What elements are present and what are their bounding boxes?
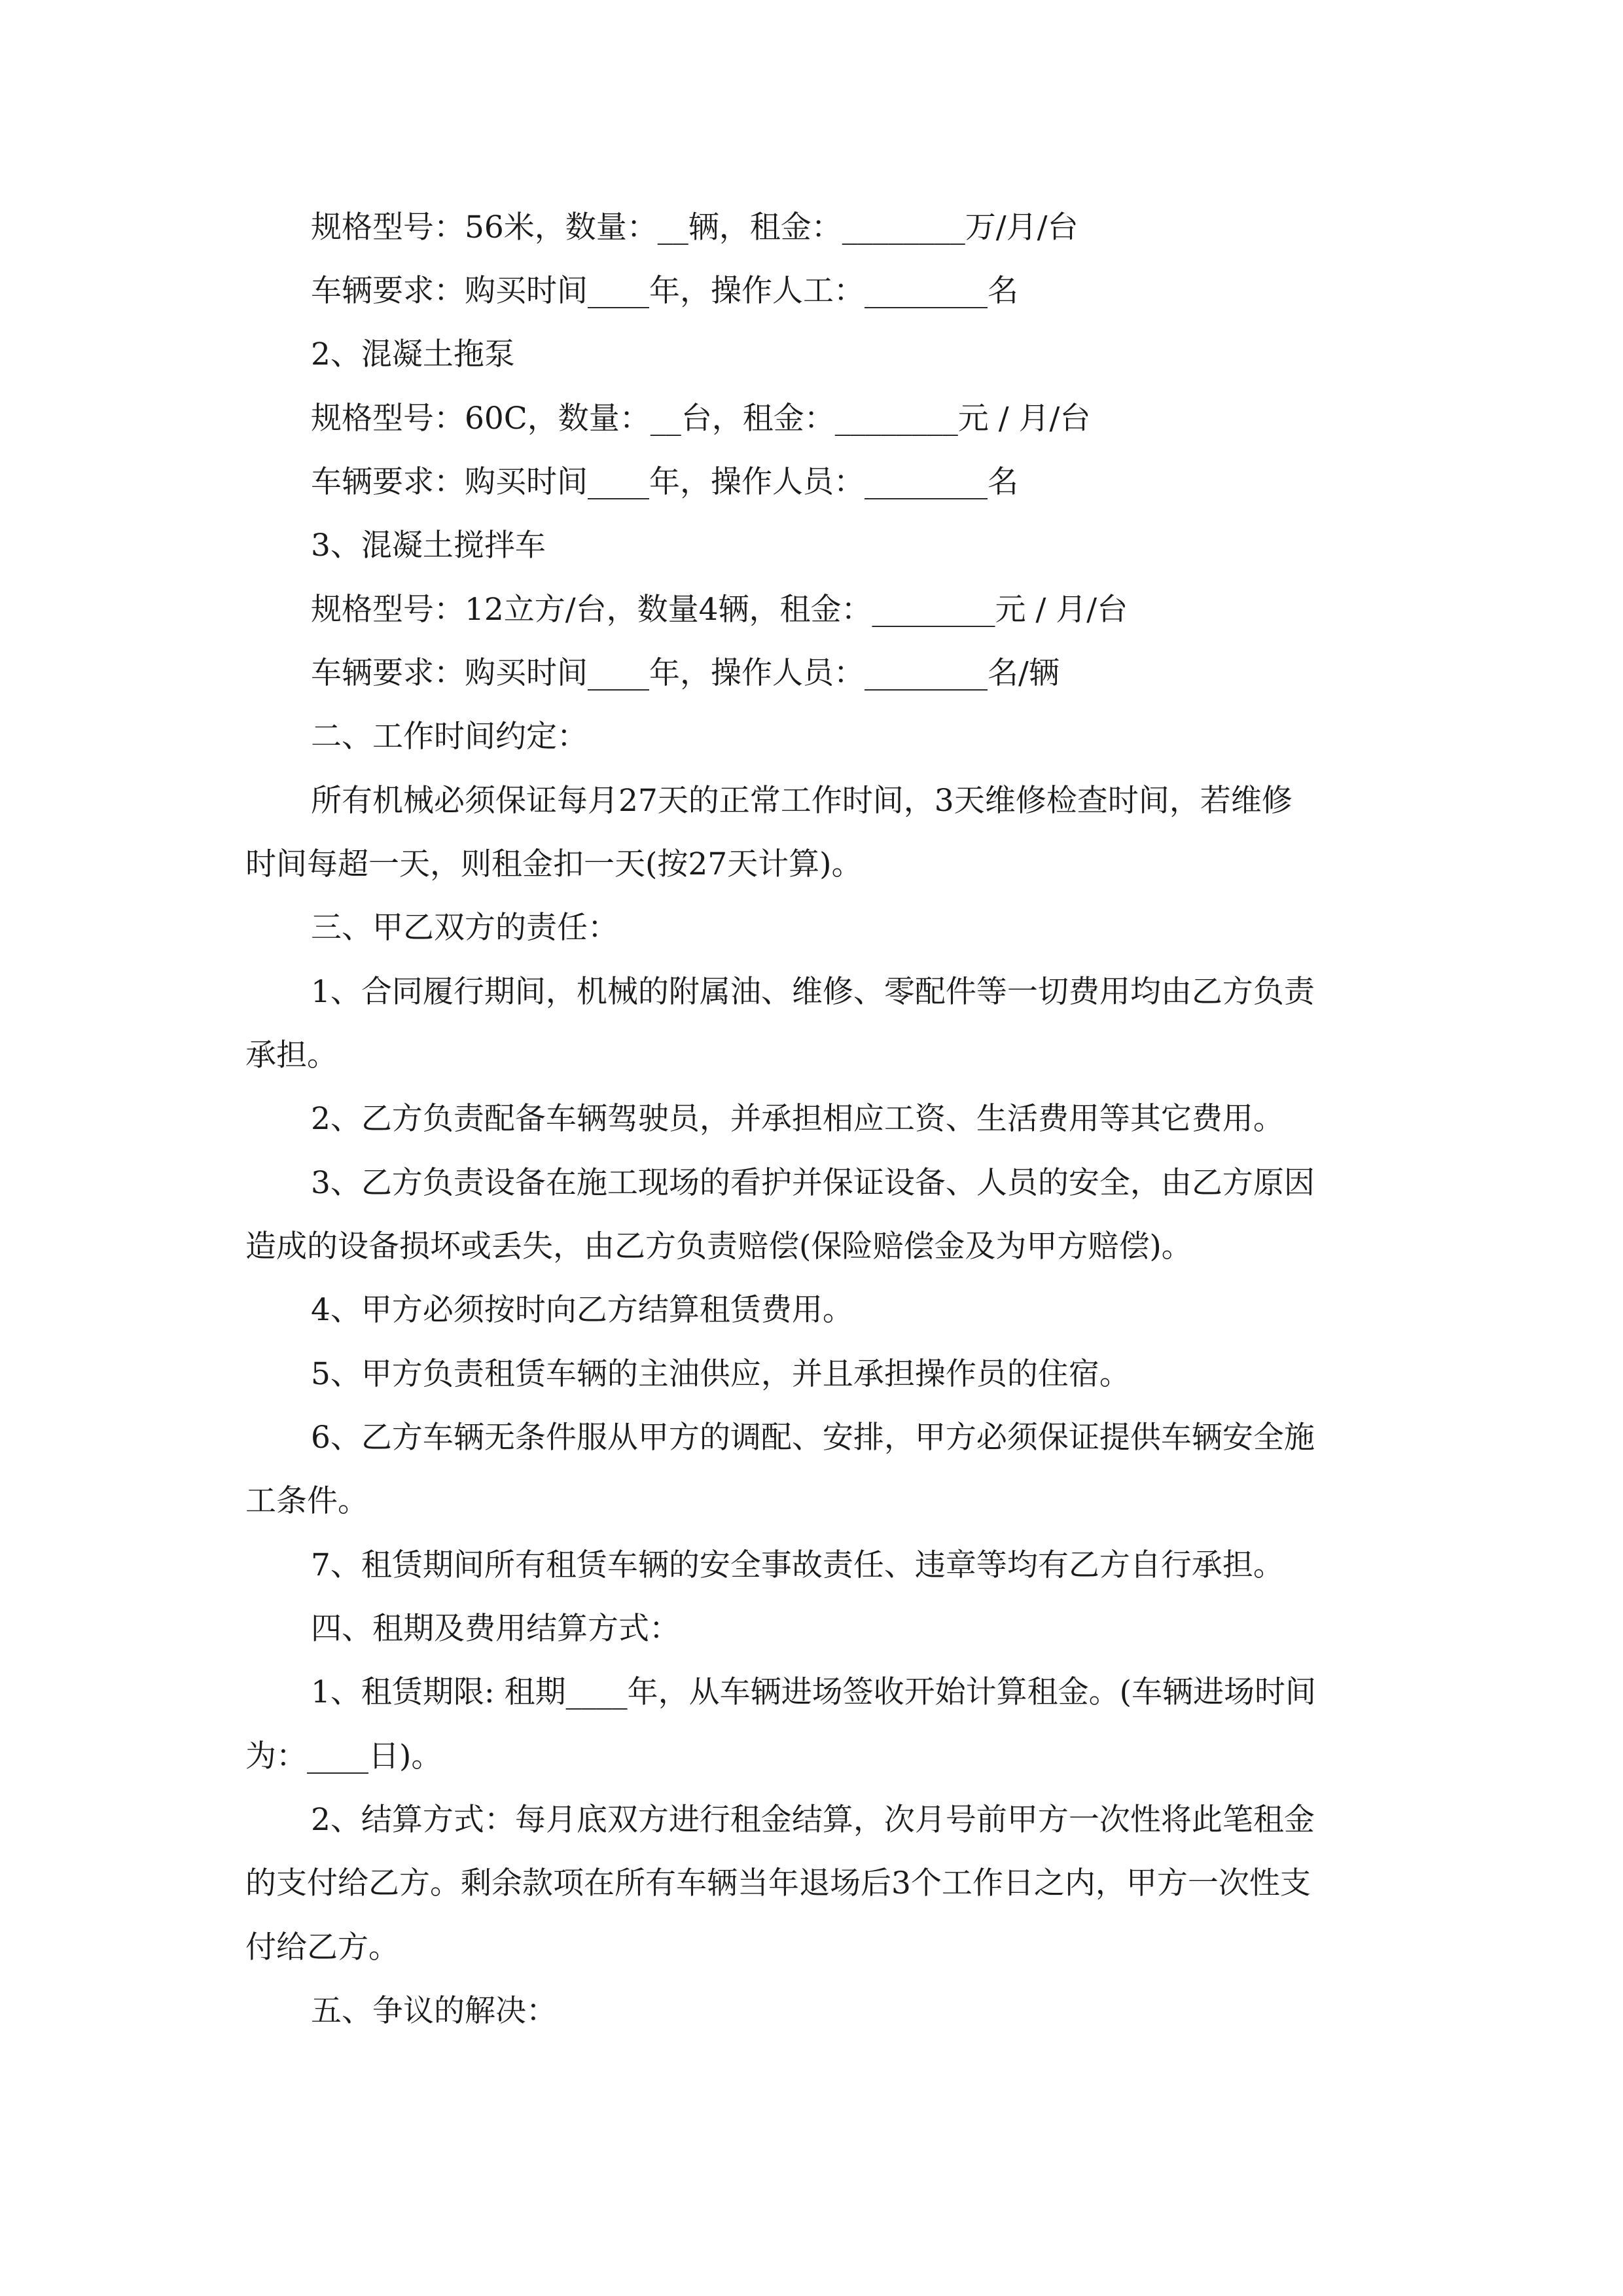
item-heading-mixer-truck: 3、混凝土搅拌车 [311,528,546,564]
section-heading-lease-term: 四、租期及费用结算方式： [311,1611,680,1647]
vehicle-requirement-line: 车辆要求：购买时间____年，操作人工：________名 [311,273,1018,309]
paragraph-line: 付给乙方。 [245,1929,399,1965]
spec-line-pump-truck: 规格型号：56米，数量：__辆，租金：________万/月/台 [311,209,1079,245]
vehicle-requirement-line: 车辆要求：购买时间____年，操作人员：________名/辆 [311,655,1060,691]
paragraph-line: 造成的设备损坏或丢失，由乙方负责赔偿(保险赔偿金及为甲方赔偿)。 [245,1229,1192,1265]
paragraph-line: 的支付给乙方。剩余款项在所有车辆当年退场后3个工作日之内，甲方一次性支 [245,1865,1311,1901]
paragraph-line: 3、乙方负责设备在施工现场的看护并保证设备、人员的安全，由乙方原因 [311,1165,1315,1201]
section-heading-work-time: 二、工作时间约定： [311,719,588,755]
spec-line-trailer-pump: 规格型号：60C，数量：__台，租金：________元 / 月/台 [311,401,1091,437]
paragraph-line: 2、结算方式：每月底双方进行租金结算，次月号前甲方一次性将此笔租金 [311,1802,1315,1838]
vehicle-requirement-line: 车辆要求：购买时间____年，操作人员：________名 [311,464,1018,500]
paragraph-line: 6、乙方车辆无条件服从甲方的调配、安排，甲方必须保证提供车辆安全施 [311,1420,1315,1456]
section-heading-dispute-resolution: 五、争议的解决： [311,1993,557,2029]
paragraph-line: 时间每超一天，则租金扣一天(按27天计算)。 [245,846,863,882]
paragraph-line: 承担。 [245,1037,338,1073]
paragraph-line: 5、甲方负责租赁车辆的主油供应，并且承担操作员的住宿。 [311,1356,1130,1392]
paragraph-line: 1、合同履行期间，机械的附属油、维修、零配件等一切费用均由乙方负责 [311,974,1315,1010]
item-heading-trailer-pump: 2、混凝土拖泵 [311,336,515,372]
paragraph-line: 7、租赁期间所有租赁车辆的安全事故责任、违章等均有乙方自行承担。 [311,1547,1284,1583]
paragraph-line: 工条件。 [245,1483,368,1519]
paragraph-line: 2、乙方负责配备车辆驾驶员，并承担相应工资、生活费用等其它费用。 [311,1101,1284,1137]
paragraph-line: 所有机械必须保证每月27天的正常工作时间，3天维修检查时间，若维修 [311,783,1293,819]
spec-line-mixer-truck: 规格型号：12立方/台，数量4辆，租金：________元 / 月/台 [311,592,1128,628]
paragraph-line: 1、租赁期限: 租期____年，从车辆进场签收开始计算租金。(车辆进场时间 [311,1674,1317,1710]
section-heading-responsibilities: 三、甲乙双方的责任： [311,910,618,946]
paragraph-line: 为：____日)。 [245,1738,442,1774]
paragraph-line: 4、甲方必须按时向乙方结算租赁费用。 [311,1292,853,1328]
